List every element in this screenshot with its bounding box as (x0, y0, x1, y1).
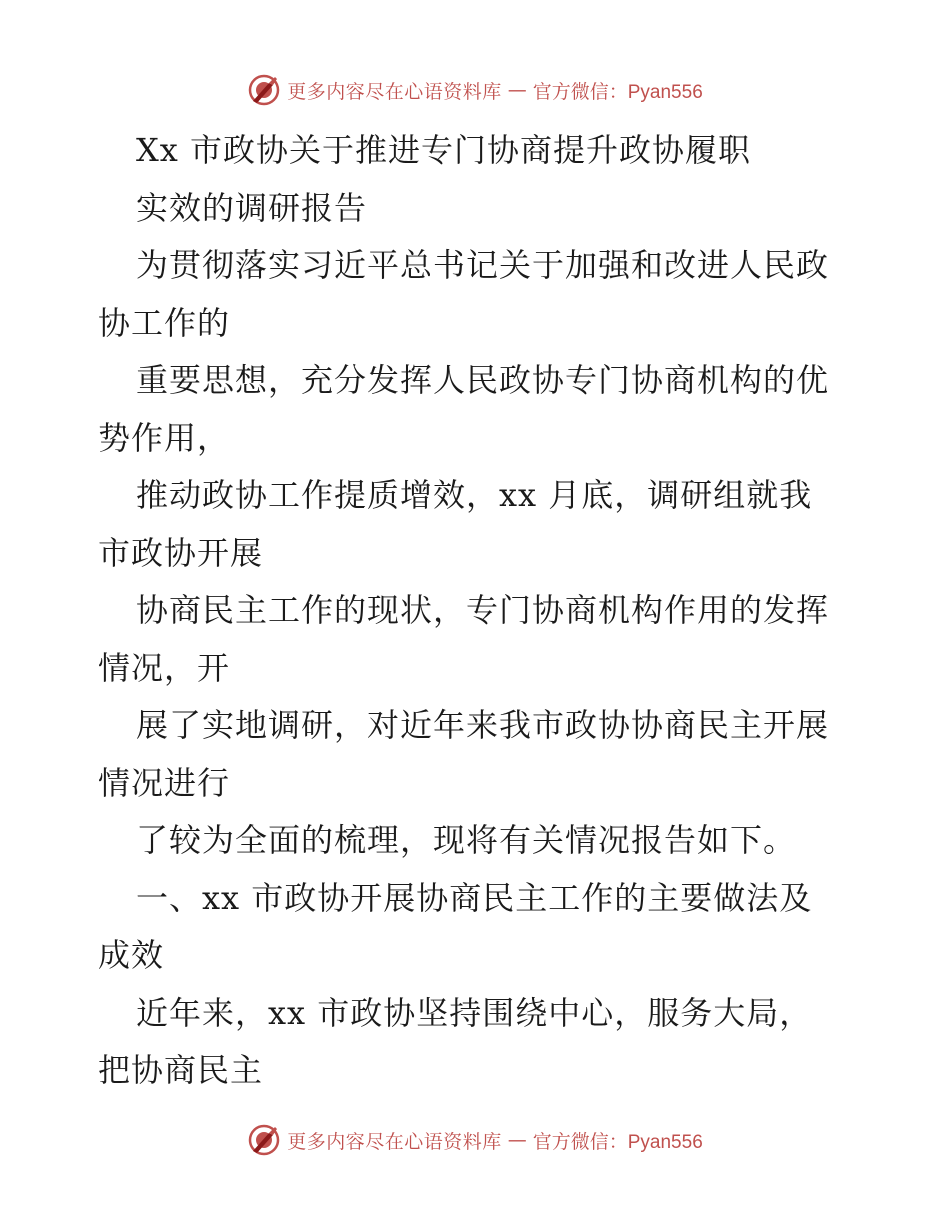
header-banner (0, 70, 950, 110)
footer-banner-separator: — (507, 1129, 527, 1151)
paragraph-line: 情况，开 (98, 648, 231, 687)
paragraph-line: 市政协开展 (98, 533, 264, 572)
footer-banner-text: 更多内容尽在心语资料库 (287, 1130, 502, 1153)
paragraph-line: 为贯彻落实习近平总书记关于加强和改进人民政 (136, 246, 830, 284)
paragraph-line: 近年来，xx 市政协坚持围绕中心，服务大局， (136, 993, 813, 1032)
paragraph-line: 把协商民主 (98, 1051, 264, 1089)
paragraph-line: 协工作的 (98, 303, 231, 342)
document-title-line-1: Xx 市政协关于推进专门协商提升政协履职 (136, 131, 752, 169)
footer-banner-contact: 官方微信：Pyan556 (532, 1131, 703, 1153)
header-banner-text: 更多内容尽在心语资料库 (287, 80, 502, 103)
header-banner-content (247, 73, 703, 107)
footer-banner (0, 1120, 950, 1160)
document-title-line-2: 实效的调研报告 (136, 188, 368, 227)
section-heading-line: 一、xx 市政协开展协商民主工作的主要做法及 (136, 878, 813, 917)
header-banner-separator: — (507, 79, 527, 101)
document-body (98, 122, 858, 1100)
paragraph-line: 推动政协工作提质增效，xx 月底，调研组就我 (136, 476, 813, 514)
paragraph-line: 势作用， (98, 418, 231, 457)
paragraph-line: 了较为全面的梳理，现将有关情况报告如下。 (136, 821, 797, 859)
red-pen-logo-icon (247, 73, 281, 107)
paragraph-line: 重要思想，充分发挥人民政协专门协商机构的优 (136, 361, 830, 399)
paragraph-line: 展了实地调研，对近年来我市政协协商民主开展 (136, 706, 830, 744)
header-banner-contact: 官方微信：Pyan556 (532, 81, 703, 103)
section-heading-line: 成效 (98, 936, 165, 974)
footer-banner-content (247, 1123, 703, 1157)
paragraph-line: 情况进行 (98, 763, 231, 802)
paragraph-line: 协商民主工作的现状，专门协商机构作用的发挥 (136, 591, 830, 629)
red-pen-logo-icon (247, 1123, 281, 1157)
